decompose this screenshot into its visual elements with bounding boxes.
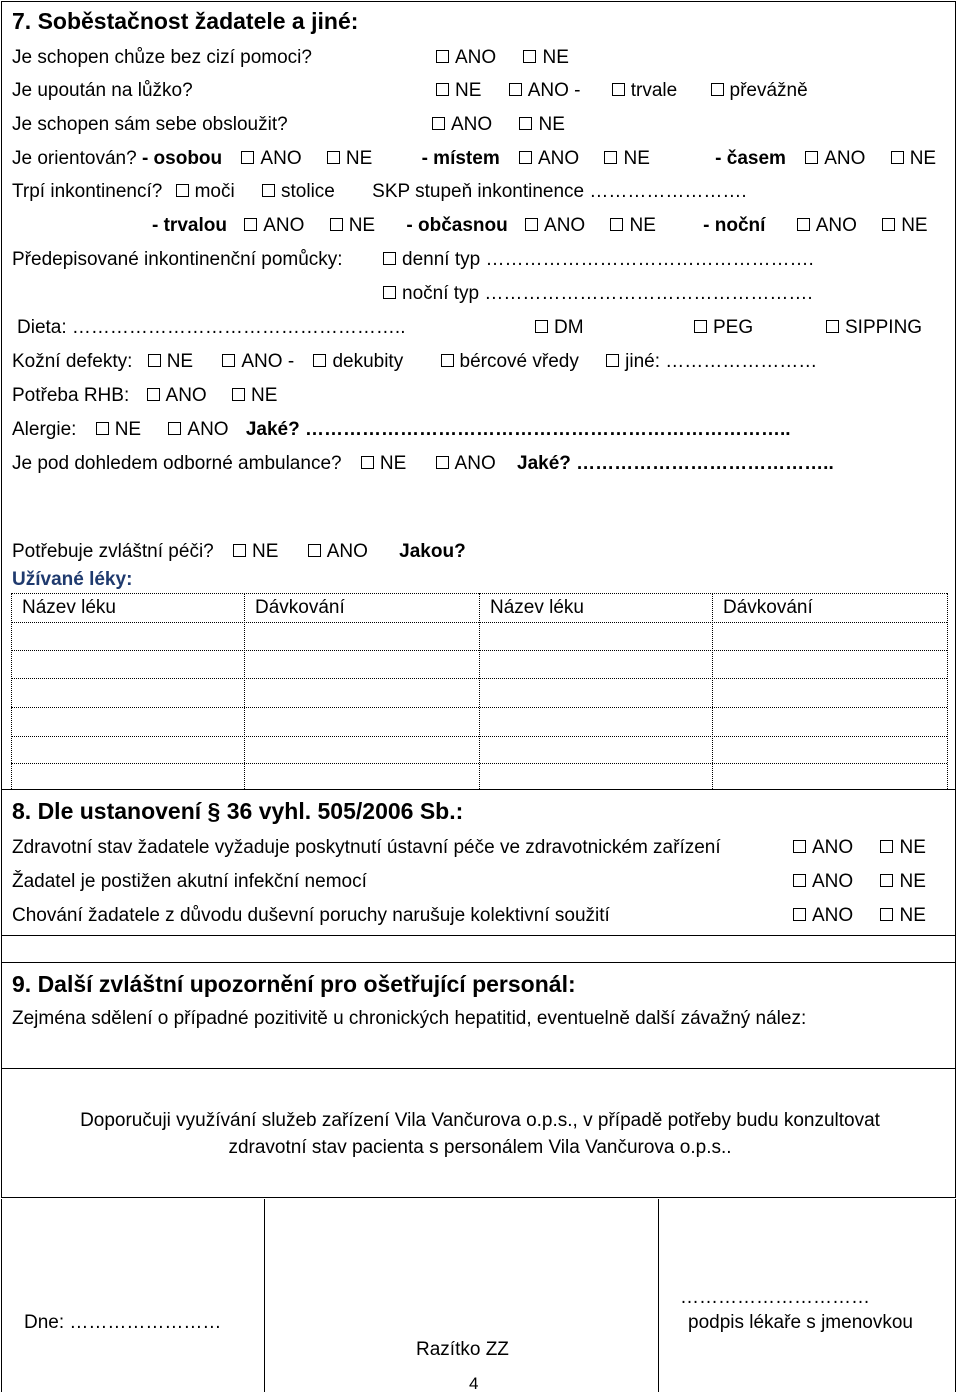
skin-defects-row: Kožní defekty: NE ANO - dekubity bércové vředy jiné: …………………… — [12, 351, 818, 372]
diet-peg-checkbox[interactable] — [694, 320, 707, 333]
divider — [1, 1068, 956, 1069]
s8-row-1-options: ANO NE — [793, 837, 926, 859]
allergy-row: Alergie: NE ANO Jaké? ………………………………………………………………….. — [12, 419, 791, 440]
s8-row-3-options: ANO NE — [793, 905, 926, 927]
med-header-dose-2: Dávkování — [723, 597, 813, 618]
recommendation-line-1: Doporučuji využívání služeb zařízení Vila Vančurova o.p.s., v případě potřeby budu konzultovat — [80, 1110, 880, 1131]
allergy-ne-checkbox[interactable] — [96, 422, 109, 435]
aids-day: denní typ ……………………………………………. — [383, 249, 814, 271]
med-header-dose-1: Dávkování — [255, 597, 345, 618]
ambulance-row: Je pod dohledem odborné ambulance? NE ANO Jaké? ………………………………….. — [12, 453, 834, 474]
date-field[interactable]: Dne: …………………… — [24, 1312, 222, 1333]
signature-separator — [264, 1199, 265, 1392]
s8-1-ano-checkbox[interactable] — [793, 840, 806, 853]
care-ano-checkbox[interactable] — [308, 544, 321, 557]
s8-3-ano-checkbox[interactable] — [793, 908, 806, 921]
skin-ulcer-checkbox[interactable] — [441, 354, 454, 367]
medications-title: Užívané léky: — [12, 569, 133, 590]
diet-dm: DM — [535, 317, 584, 339]
s8-row-2: Žadatel je postižen akutní infekční nemocí — [12, 871, 367, 892]
section-9-subtitle: Zejména sdělení o případné pozitivitě u chronických hepatitid, eventuelně další závažný nález: — [12, 1008, 807, 1029]
special-care-row: Potřebuje zvláštní péči? NE ANO Jakou? — [12, 541, 466, 562]
stamp-label: Razítko ZZ — [416, 1339, 509, 1360]
orient-person-ano-checkbox[interactable] — [241, 151, 254, 164]
orientation-row: Je orientován? - osobou ANO NE - místem ANO NE - časem ANO NE — [12, 148, 937, 169]
walk-question: Je schopen chůze bez cizí pomoci? — [12, 47, 312, 68]
allergy-ano-checkbox[interactable] — [168, 422, 181, 435]
skin-ano-checkbox[interactable] — [222, 354, 235, 367]
incontinence-row: Trpí inkontinencí? moči stolice SKP stupeň inkontinence ……………………. — [12, 181, 747, 202]
s8-row-2-options: ANO NE — [793, 871, 926, 893]
section-8-title: 8. Dle ustanovení § 36 vyhl. 505/2006 Sb.: — [12, 798, 464, 824]
self-care-question: Je schopen sám sebe obsloužit? — [12, 114, 288, 135]
walk-ano-checkbox[interactable] — [436, 50, 449, 63]
rhb-row: Potřeba RHB: ANO NE — [12, 385, 278, 406]
s8-3-ne-checkbox[interactable] — [880, 908, 893, 921]
med-header-name-1: Název léku — [22, 597, 116, 618]
s8-1-ne-checkbox[interactable] — [880, 840, 893, 853]
bed-ano-checkbox[interactable] — [509, 83, 522, 96]
divider — [1, 789, 956, 790]
doctor-signature-label: podpis lékaře s jmenovkou — [688, 1312, 913, 1333]
incont-night-ano-checkbox[interactable] — [797, 218, 810, 231]
incont-permanent-ano-checkbox[interactable] — [244, 218, 257, 231]
incont-occasional-ano-checkbox[interactable] — [525, 218, 538, 231]
orient-place-ano-checkbox[interactable] — [519, 151, 532, 164]
self-care-options: ANO NE — [432, 114, 565, 136]
section-9-title: 9. Další zvláštní upozornění pro ošetřující personál: — [12, 971, 576, 997]
diet-label: Dieta: …………………………………………….. — [17, 317, 406, 338]
divider — [1, 935, 956, 936]
aids-day-checkbox[interactable] — [383, 252, 396, 265]
self-ano-checkbox[interactable] — [432, 117, 445, 130]
incont-stool-checkbox[interactable] — [262, 184, 275, 197]
aids-night: noční typ ……………………………………………. — [383, 283, 813, 305]
rhb-ano-checkbox[interactable] — [147, 388, 160, 401]
diet-dm-checkbox[interactable] — [535, 320, 548, 333]
diet-sipping-checkbox[interactable] — [826, 320, 839, 333]
signature-dots[interactable]: ………………………… — [680, 1287, 870, 1308]
aids-question: Předepisované inkontinenční pomůcky: — [12, 249, 343, 270]
s8-row-3: Chování žadatele z důvodu duševní poruchy narušuje kolektivní soužití — [12, 905, 610, 926]
incont-permanent-ne-checkbox[interactable] — [330, 218, 343, 231]
page-number: 4 — [469, 1374, 479, 1393]
care-ne-checkbox[interactable] — [233, 544, 246, 557]
diet-sipping: SIPPING — [826, 317, 922, 339]
orient-time-ne-checkbox[interactable] — [891, 151, 904, 164]
amb-ano-checkbox[interactable] — [436, 456, 449, 469]
self-ne-checkbox[interactable] — [519, 117, 532, 130]
section-7-title: 7. Soběstačnost žadatele a jiné: — [12, 8, 359, 34]
orient-person-ne-checkbox[interactable] — [327, 151, 340, 164]
s8-2-ne-checkbox[interactable] — [880, 874, 893, 887]
incont-occasional-ne-checkbox[interactable] — [610, 218, 623, 231]
incont-urine-checkbox[interactable] — [176, 184, 189, 197]
recommendation-line-2: zdravotní stav pacienta s personálem Vila Vančurova o.p.s.. — [228, 1137, 732, 1158]
bed-ne-checkbox[interactable] — [436, 83, 449, 96]
walk-options: ANO NE — [436, 47, 569, 69]
incontinence-type-row: - trvalou ANO NE - občasnou ANO NE - noční ANO NE — [152, 215, 928, 236]
orient-place-ne-checkbox[interactable] — [604, 151, 617, 164]
med-header-name-2: Název léku — [490, 597, 584, 618]
signature-separator — [658, 1199, 659, 1392]
divider — [1, 962, 956, 963]
aids-night-checkbox[interactable] — [383, 286, 396, 299]
skin-ne-checkbox[interactable] — [148, 354, 161, 367]
diet-peg: PEG — [694, 317, 753, 339]
walk-ne-checkbox[interactable] — [523, 50, 536, 63]
amb-ne-checkbox[interactable] — [361, 456, 374, 469]
orient-time-ano-checkbox[interactable] — [805, 151, 818, 164]
s8-2-ano-checkbox[interactable] — [793, 874, 806, 887]
rhb-ne-checkbox[interactable] — [232, 388, 245, 401]
s8-row-1: Zdravotní stav žadatele vyžaduje poskytnutí ústavní péče ve zdravotnickém zařízení — [12, 837, 721, 858]
bed-options: NE ANO - trvale převážně — [436, 80, 808, 102]
skin-decubitus-checkbox[interactable] — [313, 354, 326, 367]
skin-other-checkbox[interactable] — [606, 354, 619, 367]
bed-permanent-checkbox[interactable] — [612, 83, 625, 96]
bed-mostly-checkbox[interactable] — [711, 83, 724, 96]
bed-question: Je upoután na lůžko? — [12, 80, 193, 101]
incont-night-ne-checkbox[interactable] — [882, 218, 895, 231]
